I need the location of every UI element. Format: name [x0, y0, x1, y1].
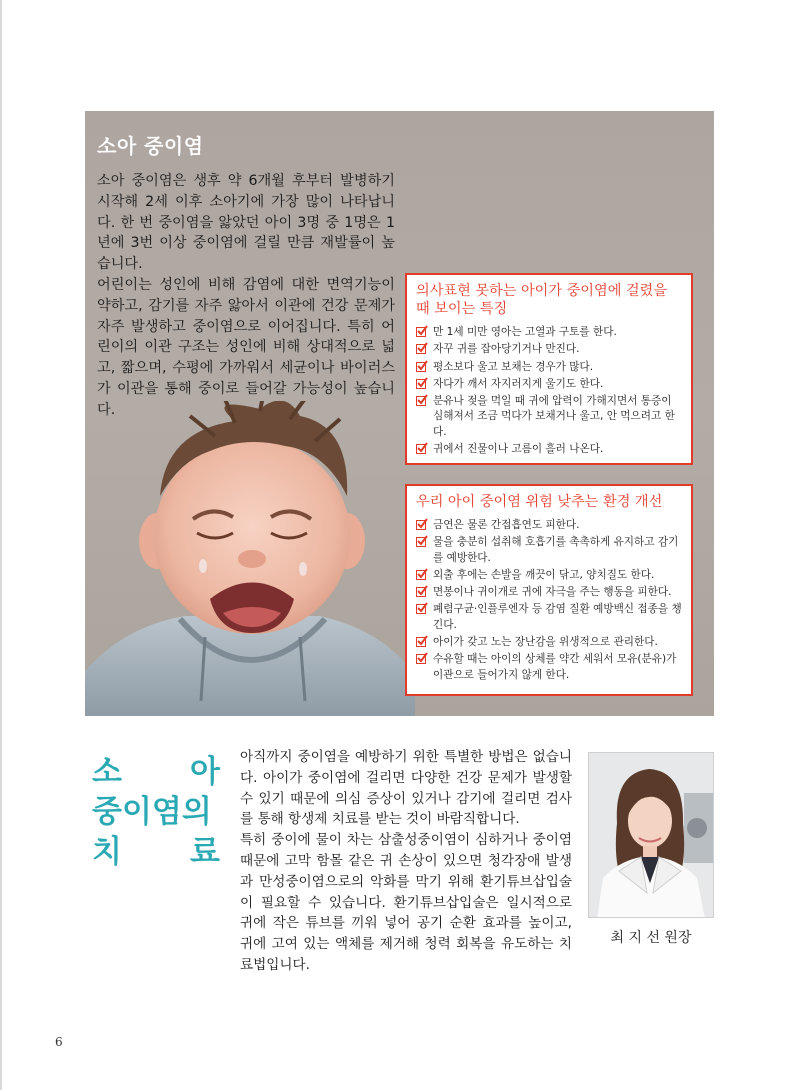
list-item — [416, 325, 683, 340]
symptoms-list — [416, 325, 683, 457]
list-item — [416, 377, 683, 392]
checkbox-icon — [416, 537, 426, 547]
list-item-text: 만 1세 미만 영아는 고열과 구토를 한다. — [433, 326, 617, 338]
crying-baby-image — [85, 401, 415, 716]
doctor-caption: 최 지 선 원장 — [610, 930, 692, 946]
checkbox-icon — [416, 520, 426, 530]
treatment-body — [240, 747, 572, 976]
panel-title: 소아 중이염 — [97, 134, 204, 158]
panel-paragraph-1: 소아 중이염은 생후 약 6개월 후부터 발병하기 시작해 2세 이후 소아기에 가장 많이 나타납니다. 한 번 중이염을 앓았던 아이 3명 중 1명은 1년에 3번 이상 중이염에 걸릴 만큼 재발률이 높습니다. — [97, 173, 395, 273]
list-item-text: 폐렴구균·인플루엔자 등 감염 질환 예방백신 접종을 챙긴다. — [433, 603, 682, 631]
doctor-photo — [588, 752, 714, 918]
list-item — [416, 585, 683, 600]
checkbox-icon — [416, 604, 426, 614]
list-item-text: 분유나 젖을 먹일 때 귀에 압력이 가해지면서 통증이 심해져서 조금 먹다가 보채거나 울고, 안 먹으려고 한다. — [433, 395, 675, 438]
list-item — [416, 535, 683, 566]
list-item-text: 아이가 갖고 노는 장난감을 위생적으로 관리한다. — [433, 636, 658, 649]
list-item — [416, 442, 683, 457]
treatment-title-line-1 — [92, 752, 220, 792]
list-item-text: 수유할 때는 아이의 상체를 약간 세워서 모유(분유)가 이관으로 들어가지 않게 한다. — [433, 653, 677, 681]
treatment-title — [92, 752, 220, 872]
checkbox-icon — [416, 362, 426, 372]
list-item-text: 자다가 깨서 자지러지게 울기도 한다. — [433, 377, 604, 390]
list-item-text: 자꾸 귀를 잡아당기거나 만진다. — [433, 343, 580, 356]
treatment-paragraph-1: 아직까지 중이염을 예방하기 위한 특별한 방법은 없습니다. 아이가 중이염에 걸리면 다양한 건강 문제가 발생할 수 있기 때문에 의심 증상이 있거나 감기에 걸리면 검사를 통해 항생제 치료를 받는 것이 바람직합니다. — [240, 749, 572, 828]
list-item-text: 금연은 물론 간접흡연도 피한다. — [433, 519, 580, 531]
list-item — [416, 394, 683, 440]
prevention-box — [405, 484, 693, 696]
info-panel — [85, 111, 714, 716]
treatment-paragraph-2: 특히 중이에 물이 차는 삼출성중이염이 심하거나 중이염 때문에 고막 함몰 같은 귀 손상이 있으면 청각장애 발생과 만성중이염으로의 악화를 막기 위해 환기튜브삽입술이 필요할 수 있습니다. 환기튜브삽입술은 일시적으로 귀에 작은 튜브를 끼워 넣어 공기 순환 효과를 높이고, 귀에 고여 있는 액체를 제거해 청력 회복을 유도하는 치료법입니다. — [240, 832, 572, 973]
treatment-title-line-3 — [92, 832, 220, 872]
list-item — [416, 602, 683, 633]
list-item — [416, 518, 683, 533]
page-edge — [0, 0, 2, 1090]
list-item — [416, 568, 683, 583]
symptoms-box-title: 의사표현 못하는 아이가 중이염에 걸렸을 때 보이는 특징 — [416, 283, 668, 317]
checkbox-icon — [416, 344, 426, 354]
list-item — [416, 360, 683, 375]
checkbox-icon — [416, 637, 426, 647]
list-item-text: 물을 충분히 섭취해 호흡기를 촉촉하게 유지하고 감기를 예방한다. — [433, 536, 679, 564]
checkbox-icon — [416, 587, 426, 597]
list-item-text: 귀에서 진물이나 고름이 흘러 나온다. — [433, 443, 604, 456]
symptoms-box — [405, 273, 693, 465]
list-item — [416, 342, 683, 357]
checkbox-icon — [416, 654, 426, 664]
title-char: 치 — [92, 834, 122, 870]
list-item-text: 면봉이나 귀이개로 귀에 자극을 주는 행동을 피한다. — [433, 586, 672, 599]
list-item-text: 외출 후에는 손발을 깨끗이 닦고, 양치질도 한다. — [433, 568, 655, 581]
checkbox-icon — [416, 379, 426, 389]
doctor-portrait-image — [589, 753, 714, 918]
panel-paragraph-2: 어린이는 성인에 비해 감염에 대한 면역기능이 약하고, 감기를 자주 앓아서 이관에 건강 문제가 자주 발생하고 중이염으로 이어집니다. 특히 어린이의 이관 구조는 성인에 비해 상대적으로 넓고, 짧으며, 수평에 가까워서 세균이나 바이러스가 이관을 통해 중이로 들어갈 가능성이 높습니다. — [97, 276, 395, 418]
prevention-box-title: 우리 아이 중이염 위험 낮추는 환경 개선 — [416, 494, 663, 510]
checkbox-icon — [416, 570, 426, 580]
panel-body — [97, 171, 395, 421]
title-char: 료 — [190, 834, 220, 870]
prevention-list — [416, 518, 683, 683]
page-number: 6 — [55, 1035, 63, 1049]
treatment-title-line-2: 중이염의 — [92, 794, 212, 830]
checkbox-icon — [416, 396, 426, 406]
checkbox-icon — [416, 327, 426, 337]
list-item — [416, 652, 683, 683]
list-item — [416, 635, 683, 650]
title-char: 소 — [92, 754, 122, 790]
checkbox-icon — [416, 444, 426, 454]
list-item-text: 평소보다 울고 보채는 경우가 많다. — [433, 360, 594, 373]
title-char: 아 — [190, 754, 220, 790]
